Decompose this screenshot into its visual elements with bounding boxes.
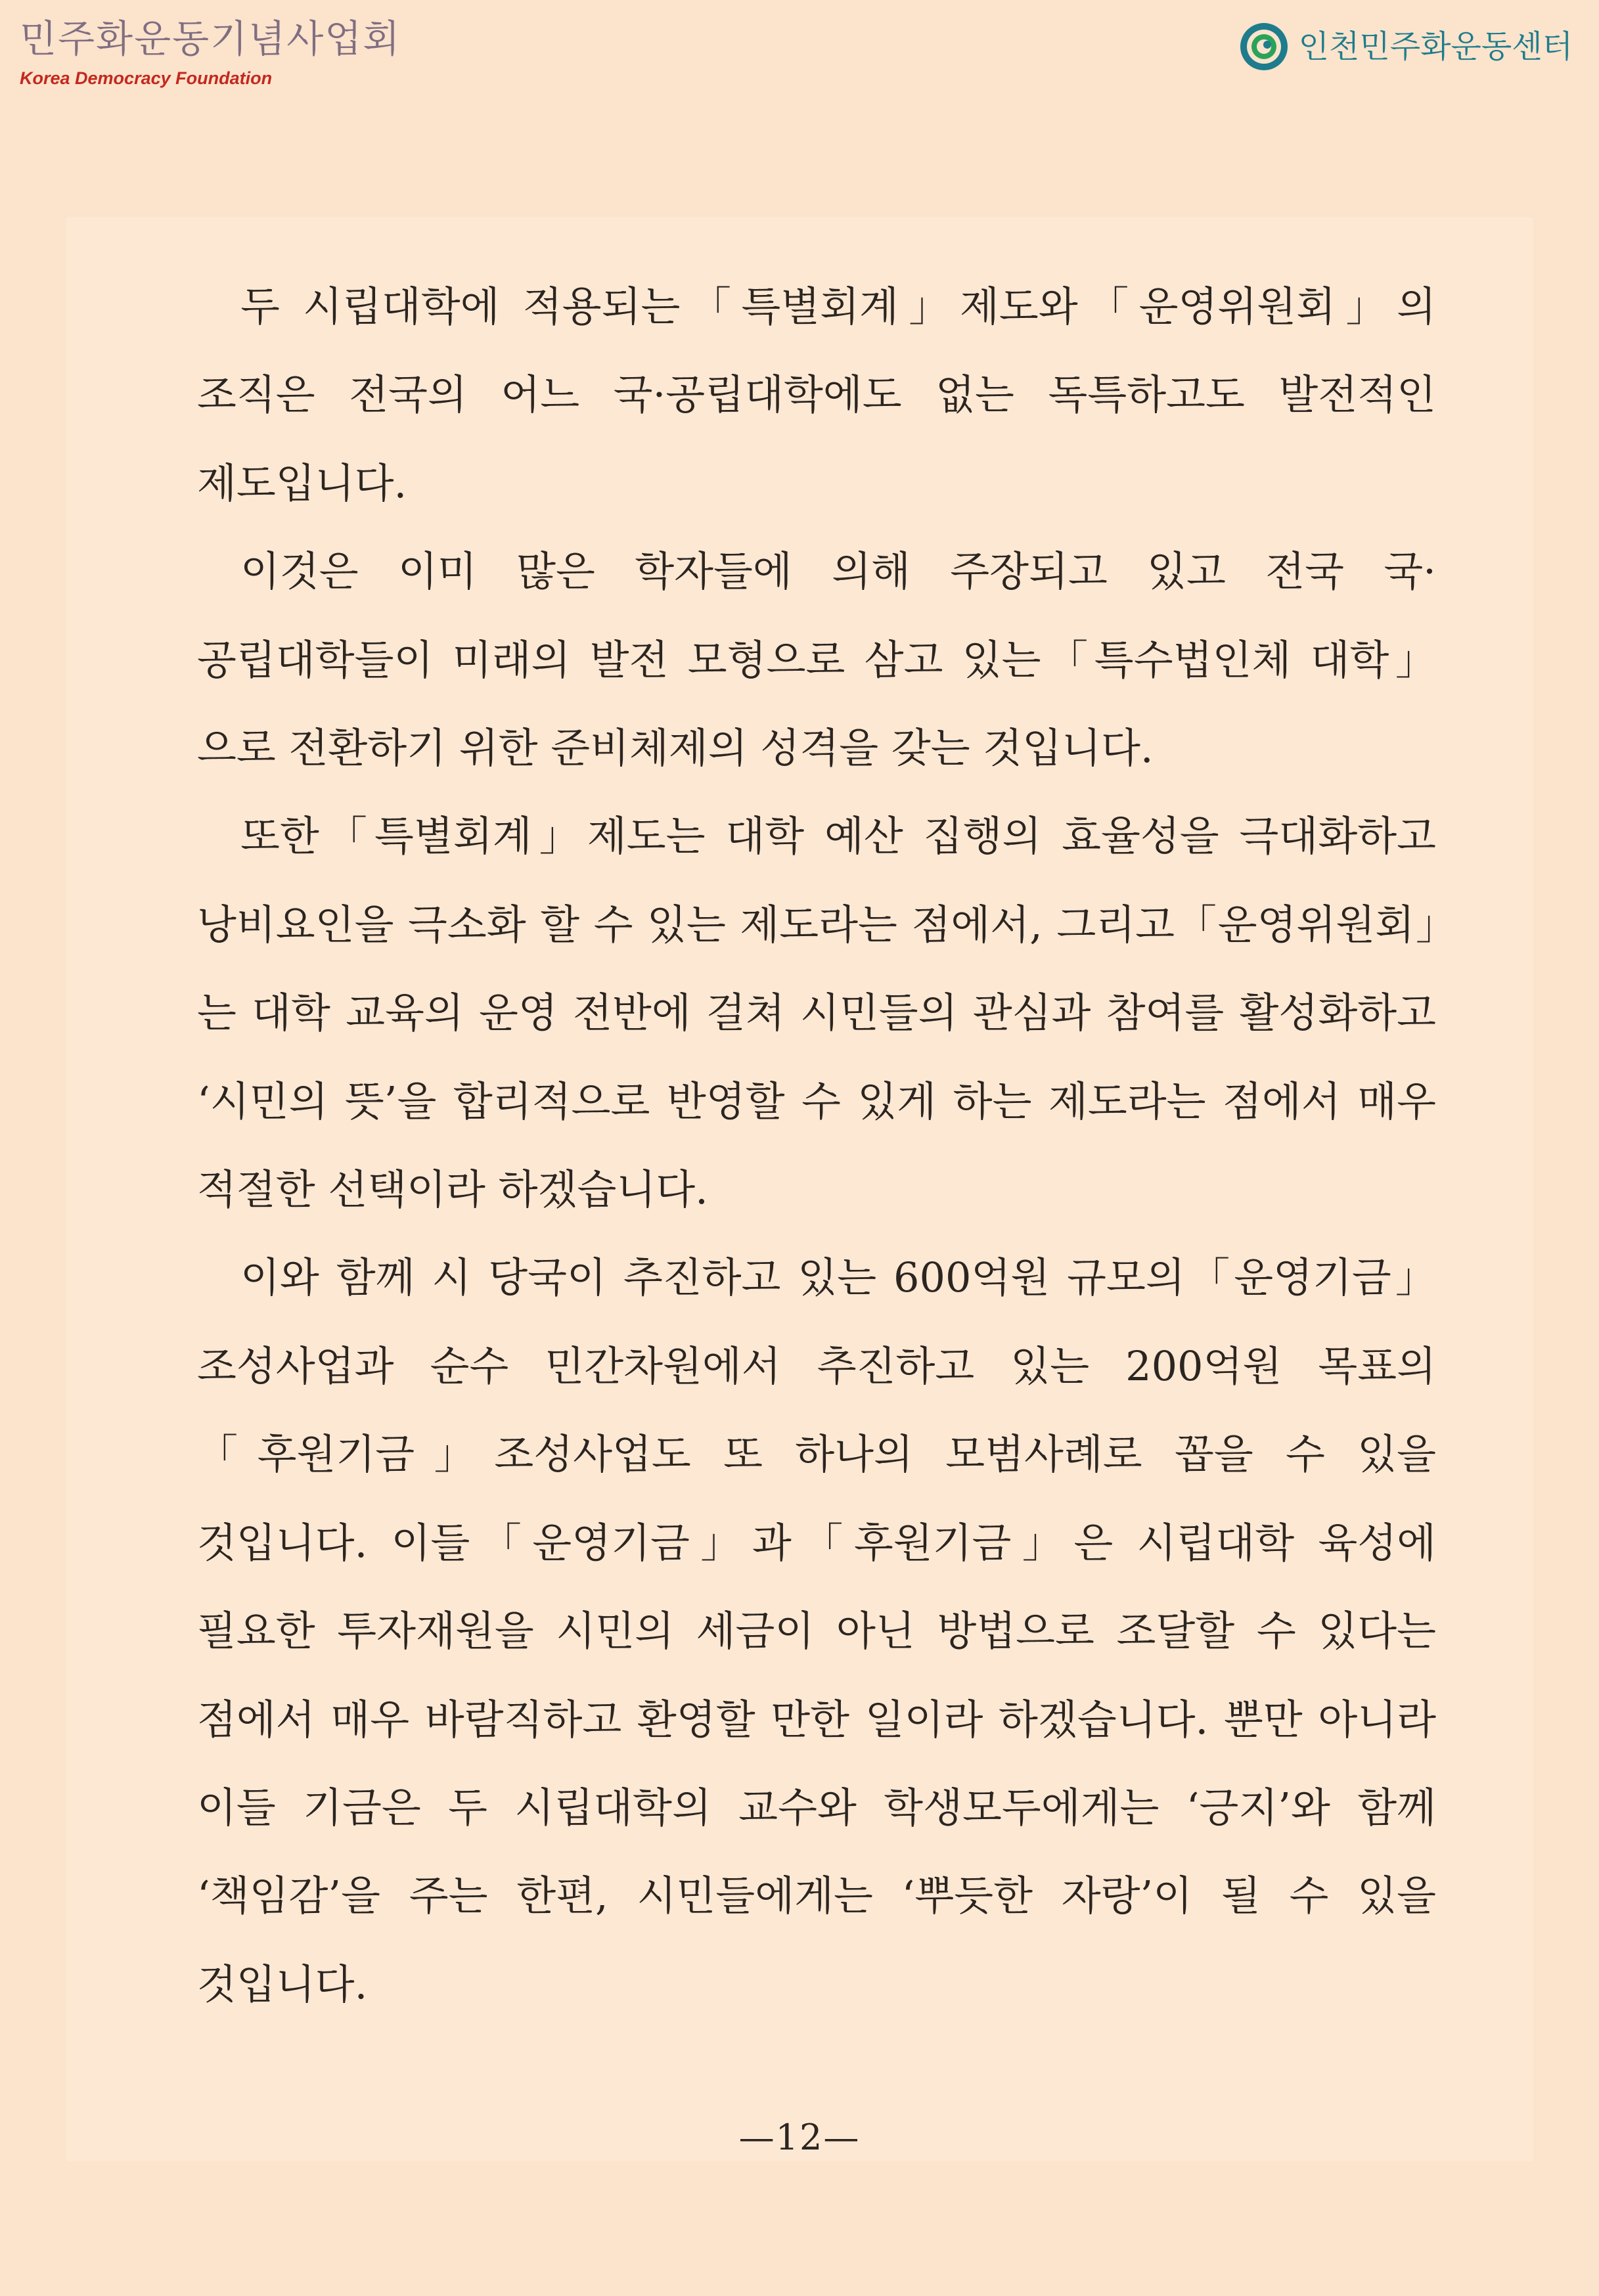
paragraph-4: 이와 함께 시 당국이 추진하고 있는 600억원 규모의「운영기금」조성사업과 순수 민간차원에서 추진하고 있는 200억원 목표의「후원기금」조성사업도 또 하나의 모범사례로 꼽을 수 있을 것입니다. 이들「운영기금」과「후원기금」은 시립대학 육성에 필요한 투자재원을 시민의 세금이 아닌 방법으로 조달할 수 있다는 점에서 매우 바람직하고 환영할 만한 일이라 하겠습니다. 뿐만 아니라 이들 기금은 두 시립대학의 교수와 학생모두에게는 ‘긍지’와 함께 ‘책임감’을 주는 한편, 시민들에게는 ‘뿌듯한 자랑’이 될 수 있을 것입니다. [197,1253,1436,2008]
foundation-logo [20,16,401,88]
center-logo [1238,21,1573,72]
paragraph-1: 두 시립대학에 적용되는「특별회계」제도와「운영위원회」의 조직은 전국의 어느 국·공립대학에도 없는 독특하고도 발전적인 제도입니다. [197,282,1436,507]
paragraph-2: 이것은 이미 많은 학자들에 의해 주장되고 있고 전국 국·공립대학들이 미래의 발전 모형으로 삼고 있는「특수법인체 대학」으로 전환하기 위한 준비체제의 성격을 갖는 것입니다. [197,547,1436,773]
foundation-subtitle: Korea Democracy Foundation [20,68,273,88]
center-name: 인천민주화운동센터 [1298,28,1573,65]
spiral-logo-icon [1238,21,1290,72]
paragraph-3: 또한「특별회계」제도는 대학 예산 집행의 효율성을 극대화하고 낭비요인을 극소화 할 수 있는 제도라는 점에서, 그리고「운영위원회」는 대학 교육의 운영 전반에 걸쳐 시민들의 관심과 참여를 활성화하고 ‘시민의 뜻’을 합리적으로 반영할 수 있게 하는 제도라는 점에서 매우 적절한 선택이라 하겠습니다. [197,812,1436,1214]
page-number: —12— [738,2117,861,2158]
document-body [197,263,1436,2029]
foundation-title: 민주화운동기념사업회 [20,16,401,61]
